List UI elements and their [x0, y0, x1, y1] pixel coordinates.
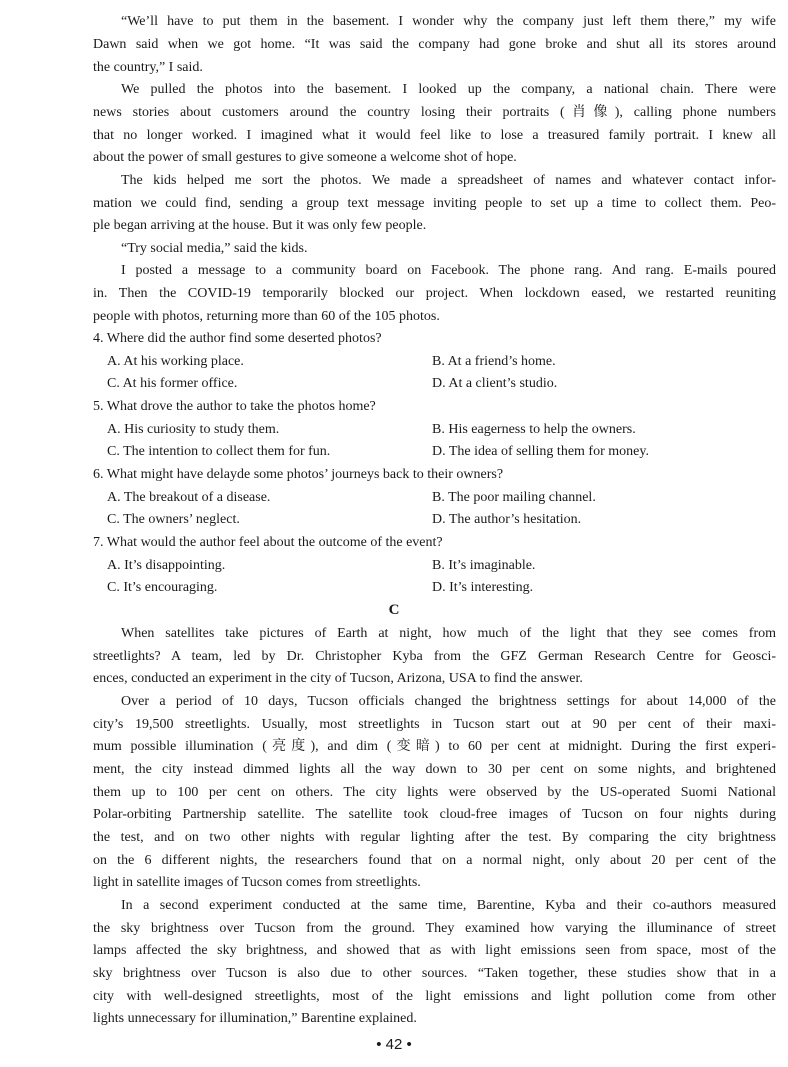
passage-c-p2-line: on the 6 different nights, the researchers found that on a normal night, only about 20 per cent of the [93, 853, 776, 868]
question-6-option-c: C. The owners’ neglect. [107, 512, 240, 527]
passage-c-p3-line: In a second experiment conducted at the same time, Barentine, Kyba and their co-authors measured [121, 898, 776, 913]
passage-b-p5-line: in. Then the COVID-19 temporarily blocked our project. When lockdown eased, we restarted reuniting [93, 286, 776, 301]
page-number: • 42 • [376, 1036, 412, 1053]
passage-c-p2-line: ment, the city instead dimmed lights all the way down to 30 per cent on some nights, and brightened [93, 762, 776, 777]
passage-c-p2-line: Over a period of 10 days, Tucson officials changed the brightness settings for about 14,000 of the [121, 694, 776, 709]
passage-c-p3-line: city with well-designed streetlights, most of the light emissions and light pollution come from other [93, 989, 776, 1004]
question-4-option-a: A. At his working place. [107, 354, 244, 369]
passage-c-p2-line: city’s 19,500 streetlights. Usually, most streetlights in Tucson start out at 90 per cent of their maxi- [93, 717, 776, 732]
passage-c-p2-line: light in satellite images of Tucson comes from streetlights. [93, 875, 421, 890]
question-7-option-c: C. It’s encouraging. [107, 580, 218, 595]
passage-b-p5-line: people with photos, returning more than 60 of the 105 photos. [93, 309, 440, 324]
passage-c-p1-line: streetlights? A team, led by Dr. Christopher Kyba from the GFZ German Research Centre for Geosci- [93, 649, 776, 664]
question-5-stem: 5. What drove the author to take the photos home? [93, 399, 376, 414]
passage-b-p4-line: “Try social media,” said the kids. [121, 241, 308, 256]
passage-b-p3-line: The kids helped me sort the photos. We made a spreadsheet of names and whatever contact infor- [121, 173, 776, 188]
passage-c-p3-line: lights unnecessary for illumination,” Barentine explained. [93, 1011, 417, 1026]
question-5-option-d: D. The idea of selling them for money. [432, 444, 649, 459]
passage-b-p1-line: Dawn said when we got home. “It was said the company had gone broke and shut all its stores around [93, 37, 776, 52]
question-7-option-d: D. It’s interesting. [432, 580, 534, 595]
passage-b-p1-line: “We’ll have to put them in the basement. I wonder why the company just left them there,” my wife [121, 14, 776, 29]
passage-b-p1-line: the country,” I said. [93, 60, 203, 75]
question-6-stem: 6. What might have delayde some photos’ journeys back to their owners? [93, 467, 504, 482]
passage-b-p2-line: We pulled the photos into the basement. I looked up the company, a national chain. There were [121, 82, 776, 97]
passage-b-p3-line: mation we could find, sending a group text message inviting people to set up a time to collect them. Peo- [93, 196, 776, 211]
question-6-option-a: A. The breakout of a disease. [107, 490, 271, 505]
passage-c-p3-line: lamps affected the sky brightness, and showed that as with light emissions seen from space, most of the [93, 943, 776, 958]
passage-c-p2-line: the test, and on two other nights with regular lighting after the test. By comparing the city brightness [93, 830, 776, 845]
question-7-option-a: A. It’s disappointing. [107, 558, 226, 573]
question-6-option-d: D. The author’s hesitation. [432, 512, 582, 527]
passage-c-p3-line: the sky brightness over Tucson from the ground. They examined how varying the illuminance of street [93, 921, 776, 936]
passage-c-p1-line: ences, conducted an experiment in the city of Tucson, Arizona, USA to find the answer. [93, 671, 583, 686]
passage-b-p3-line: ple began arriving at the house. But it was only few people. [93, 218, 427, 233]
passage-c-p2-line: mum possible illumination (亮度), and dim (变暗) to 60 per cent at midnight. During the first experi- [93, 739, 776, 754]
passage-c-p1-line: When satellites take pictures of Earth at night, how much of the light that they see comes from [121, 626, 776, 641]
question-5-option-c: C. The intention to collect them for fun. [107, 444, 331, 459]
question-6-option-b: B. The poor mailing channel. [432, 490, 596, 505]
question-5-option-b: B. His eagerness to help the owners. [432, 422, 636, 437]
passage-b-p2-line: that no longer worked. I imagined what it would feel like to lose a treasured family portrait. I knew all [93, 128, 776, 143]
question-4-option-c: C. At his former office. [107, 376, 238, 391]
passage-c-p2-line: Polar-orbiting Partnership satellite. The satellite took cloud-free images of Tucson on four nights during [93, 807, 776, 822]
question-7-stem: 7. What would the author feel about the outcome of the event? [93, 535, 443, 550]
question-7-option-b: B. It’s imaginable. [432, 558, 536, 573]
question-4-option-b: B. At a friend’s home. [432, 354, 556, 369]
passage-c-p3-line: sky brightness over Tucson is also due to other sources. “Taken together, these studies show that in a [93, 966, 776, 981]
passage-b-p2-line: about the power of small gestures to give someone a welcome shot of hope. [93, 150, 517, 165]
question-4-stem: 4. Where did the author find some deserted photos? [93, 331, 382, 346]
passage-b-p2-line: news stories about customers around the country losing their portraits (肖像), calling phone numbers [93, 105, 776, 120]
passage-b-p5-line: I posted a message to a community board on Facebook. The phone rang. And rang. E-mails poured [121, 263, 776, 278]
question-5-option-a: A. His curiosity to study them. [107, 422, 280, 437]
section-c-heading: C [388, 602, 400, 618]
question-4-option-d: D. At a client’s studio. [432, 376, 558, 391]
passage-c-p2-line: them up to 100 per cent on others. The city lights were observed by the US-operated Suomi National [93, 785, 776, 800]
